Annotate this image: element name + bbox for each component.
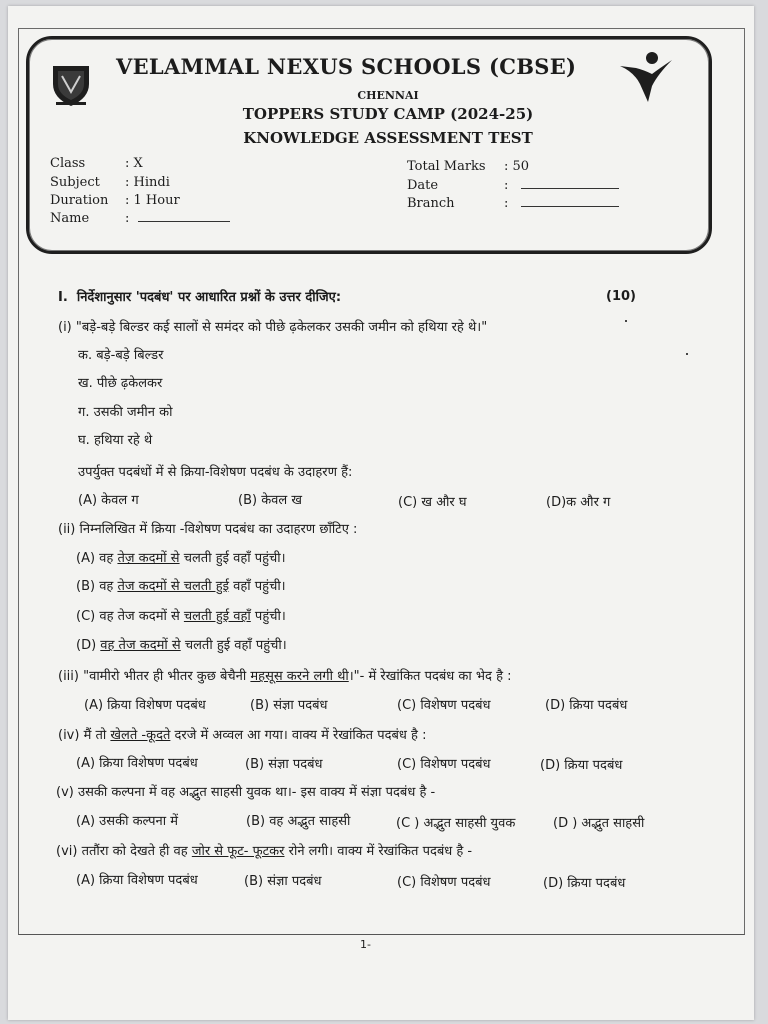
q5-option-d: (D ) अद्भुत साहसी <box>553 816 645 831</box>
q5-option-c: (C ) अद्भुत साहसी युवक <box>396 816 516 831</box>
meta-branch: Branch : <box>407 196 619 211</box>
q6-option-c: (C) विशेषण पदबंध <box>397 875 491 890</box>
q2-stem: (ii) निम्नलिखित में क्रिया -विशेषण पदबंध का उदाहरण छाँटिए : <box>58 522 358 537</box>
q6-option-d: (D) क्रिया पदबंध <box>543 876 626 891</box>
school-name: VELAMMAL NEXUS SCHOOLS (CBSE) <box>116 54 577 79</box>
page-number: 1- <box>360 938 371 951</box>
meta-subject: Subject : Hindi <box>50 175 170 190</box>
branch-blank <box>521 196 619 207</box>
q4-option-d: (D) क्रिया पदबंध <box>540 758 623 773</box>
q4-option-b: (B) संज्ञा पदबंध <box>245 757 323 772</box>
q1-option-a: (A) केवल ग <box>78 493 139 508</box>
q1-option-d: (D)क और ग <box>546 495 611 510</box>
section-marks: (10) <box>606 289 636 304</box>
q2-option-c: (C) वह तेज कदमों से चलती हुई वहाँ पहुंची। <box>76 609 286 624</box>
q1-part-b: ख. पीछे ढ़केलकर <box>78 376 163 391</box>
q3-stem: (iii) "वामीरो भीतर ही भीतर कुछ बेचैनी महसूस करने लगी थी।"- में रेखांकित पदबंध का भेद है : <box>58 669 512 684</box>
camp-title: TOPPERS STUDY CAMP (2024-25) <box>242 105 534 123</box>
meta-name: Name : <box>50 211 230 226</box>
q2-option-b: (B) वह तेज कदमों से चलती हुई वहाँ पहुंची। <box>76 579 286 594</box>
q3-option-a: (A) क्रिया विशेषण पदबंध <box>84 698 206 713</box>
q6-option-b: (B) संज्ञा पदबंध <box>244 874 322 889</box>
q1-prompt: उपर्युक्त पदबंधों में से क्रिया-विशेषण पदबंध के उदाहरण हैं: <box>78 465 353 480</box>
q5-stem: (v) उसकी कल्पना में वह अद्भुत साहसी युवक था।- इस वाक्य में संज्ञा पदबंध है - <box>56 785 436 800</box>
q1-part-c: ग. उसकी जमीन को <box>78 405 173 420</box>
q3-option-c: (C) विशेषण पदबंध <box>397 698 491 713</box>
date-blank <box>521 178 619 189</box>
q6-option-a: (A) क्रिया विशेषण पदबंध <box>76 873 198 888</box>
scan-speck <box>686 353 688 355</box>
meta-total-marks: Total Marks : 50 <box>407 159 530 174</box>
q1-option-b: (B) केवल ख <box>238 493 302 508</box>
q2-option-d: (D) वह तेज कदमों से चलती हुई वहाँ पहुंची। <box>76 638 287 653</box>
q4-stem: (iv) मैं तो खेलते -कूदते दरजे में अव्वल आ गया। वाक्य में रेखांकित पदबंध है : <box>58 728 427 743</box>
scan-speck <box>625 320 627 322</box>
q1-part-d: घ. हथिया रहे थे <box>78 433 153 448</box>
q4-option-c: (C) विशेषण पदबंध <box>397 757 491 772</box>
q4-option-a: (A) क्रिया विशेषण पदबंध <box>76 756 198 771</box>
q3-option-b: (B) संज्ञा पदबंध <box>250 698 328 713</box>
q2-option-a: (A) वह तेज़ कदमों से चलती हुई वहाँ पहुंची। <box>76 551 286 566</box>
test-title: KNOWLEDGE ASSESSMENT TEST <box>243 129 533 147</box>
q1-stem: (i) "बड़े-बड़े बिल्डर कई सालों से समंदर को पीछे ढ़केलकर उसकी जमीन को हथिया रहे थे।" <box>58 320 488 335</box>
section-heading: I. निर्देशानुसार 'पदबंध' पर आधारित प्रश्नों के उत्तर दीजिए: <box>58 290 342 305</box>
meta-class: Class : X <box>50 156 143 171</box>
q5-option-a: (A) उसकी कल्पना में <box>76 814 178 829</box>
q5-option-b: (B) वह अद्भुत साहसी <box>246 814 351 829</box>
q6-stem: (vi) ततौंरा को देखते ही वह जोर से फूट- फूटकर रोने लगी। वाक्य में रेखांकित पदबंध है - <box>56 844 473 859</box>
meta-date: Date : <box>407 178 619 193</box>
name-blank <box>138 211 230 222</box>
city: CHENNAI <box>357 89 419 102</box>
q3-option-d: (D) क्रिया पदबंध <box>545 698 628 713</box>
q1-option-c: (C) ख और घ <box>398 495 467 510</box>
meta-duration: Duration : 1 Hour <box>50 193 180 208</box>
q1-part-a: क. बड़े-बड़े बिल्डर <box>78 348 164 363</box>
